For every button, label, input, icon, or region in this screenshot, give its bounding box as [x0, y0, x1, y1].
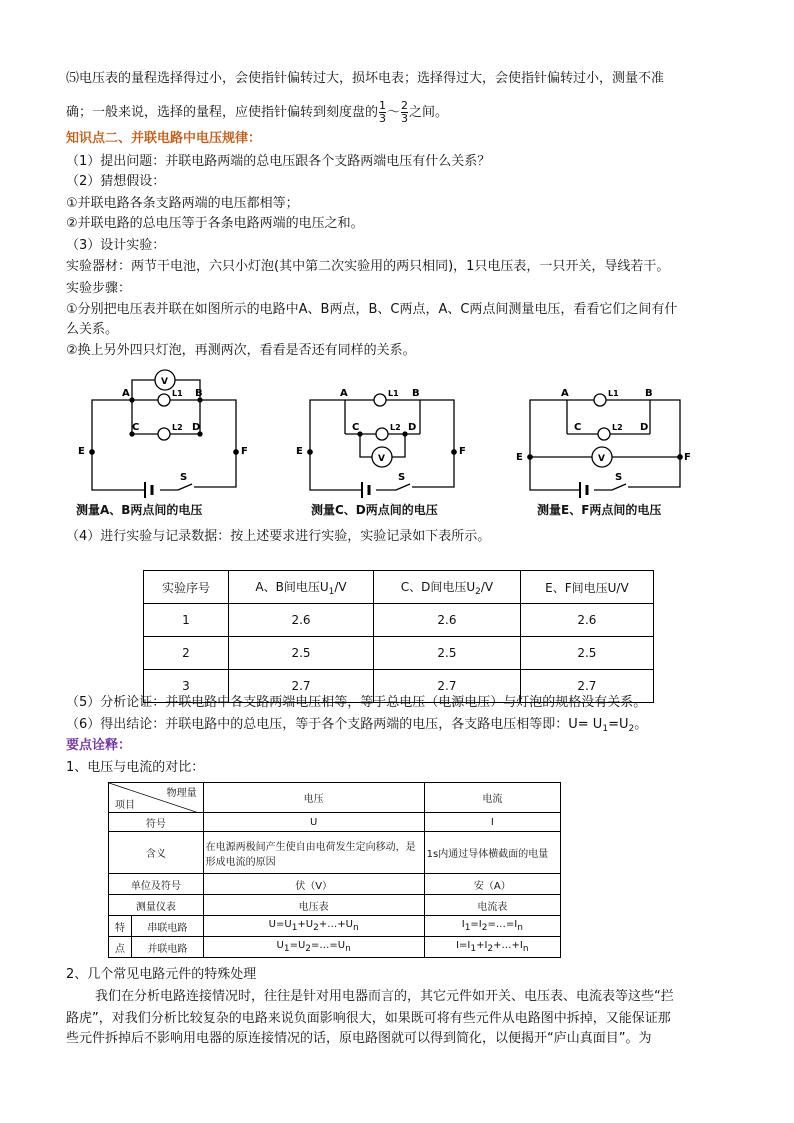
table-cell: 安（A）: [424, 874, 560, 895]
table-row: [109, 874, 561, 895]
step-conclusion: （6）得出结论：并联电路中的总电压，等于各个支路两端的电压，各支路电压相等即：$U= U_1=U_2$。: [66, 717, 648, 734]
table-header-cell: 电压: [203, 783, 424, 813]
label-d: D: [192, 422, 201, 433]
label-c: C: [352, 422, 360, 433]
label-a: A: [122, 388, 130, 399]
equipment: 实验器材：两节干电池，六只小灯泡(其中第二次实验用的两只相同)，1只电压表，一只开关，导线若干。: [66, 259, 670, 274]
table-cell: 1: [144, 604, 229, 637]
table-cell: 2.5: [520, 637, 653, 670]
procedure-heading: 实验步骤：: [66, 281, 132, 296]
table-cell: 2.7: [374, 670, 521, 703]
caption-ab: 测量A、B两点间的电压: [76, 503, 203, 517]
circuit-diagrams: [0, 362, 794, 502]
label-s: S: [398, 472, 406, 483]
lamp-icon: [158, 394, 170, 406]
label-e: E: [78, 446, 85, 457]
label-s: S: [615, 472, 623, 483]
table-cell: 2.7: [520, 670, 653, 703]
special-elements-heading: 2、几个常见电路元件的特殊处理: [66, 967, 257, 982]
lamp-icon: [374, 394, 386, 406]
procedure-2: ②换上另外四只灯泡，再测两次，看看是否还有同样的关系。: [66, 343, 416, 358]
step-design: （3）设计实验：: [66, 238, 166, 253]
label-v: V: [378, 454, 385, 464]
label-d: D: [408, 422, 417, 433]
label-l2: L2: [390, 423, 401, 432]
table-row: [144, 637, 654, 670]
line-range-fraction: [66, 100, 448, 125]
step-question: （1）提出问题：并联电路两端的总电压跟各个支路两端电压有什么关系？: [66, 154, 491, 169]
table-cell: U=U1+U2+…+Un: [203, 916, 424, 937]
label-s: S: [180, 472, 188, 483]
label-l1: L1: [388, 389, 399, 398]
table-cell: 符号: [109, 813, 204, 832]
table-header-row: [109, 783, 561, 813]
table-row: [144, 604, 654, 637]
table-cell: 含义: [109, 832, 204, 874]
table-cell: 测量仪表: [109, 895, 204, 916]
label-b: B: [412, 388, 420, 399]
table-cell: 2.6: [520, 604, 653, 637]
table-cell: I1=I2=…=In: [424, 916, 560, 937]
table-cell: 并联电路: [132, 937, 204, 958]
comparison-heading: 1、电压与电流的对比：: [66, 760, 205, 775]
step-analysis: （5）分析论证：并联电路中各支路两端电压相等，等于总电压（电源电压）与灯泡的规格没有关系。: [66, 695, 647, 710]
lamp-icon: [598, 428, 610, 440]
table-cell: I=I1+I2+…+In: [424, 937, 560, 958]
table-cell: 2.6: [374, 604, 521, 637]
label-l1: L1: [172, 389, 183, 398]
fraction-two-thirds: $\frac{2}{3}$: [401, 99, 409, 125]
label-f: F: [459, 446, 466, 457]
table-row: [109, 916, 561, 937]
voltage-current-table: [108, 782, 561, 958]
step-hypothesis: （2）猜想假设：: [66, 174, 166, 189]
label-c: C: [574, 422, 582, 433]
procedure-1-cont: 么关系。: [66, 322, 119, 337]
table-header-cell: C、D间电压$U_2/V$: [374, 571, 521, 604]
table-cell: I: [424, 813, 560, 832]
table-cell: 3: [144, 670, 229, 703]
table-header-row: [144, 571, 654, 604]
paragraph-line-2: 路虎”，对我们分析比较复杂的电路来说负面影响很大，如果既可将有些元件从电路图中拆掉，又能保证那: [66, 1011, 671, 1026]
lamp-icon: [158, 428, 170, 440]
paragraph-line-1: 我们在分析电路连接情况时，往往是针对用电器而言的，其它元件如开关、电压表、电流表等这些“拦: [95, 989, 674, 1004]
table-row: [109, 832, 561, 874]
table-corner-cell: 物理量 项目: [109, 783, 204, 813]
procedure-1: ①分别把电压表并联在如图所示的电路中A、B两点，B、C两点，A、C两点间测量电压，看看它们之间有什: [66, 302, 678, 317]
label-d: D: [640, 422, 649, 433]
table-header-cell: E、F间电压U/V: [520, 571, 653, 604]
lamp-icon: [376, 428, 388, 440]
label-f: F: [684, 452, 691, 463]
table-cell: 单位及符号: [109, 874, 204, 895]
section-heading-parallel-voltage: 知识点二、并联电路中电压规律：: [66, 131, 262, 146]
table-cell: 串联电路: [132, 916, 204, 937]
table-cell: 点: [109, 937, 132, 958]
table-row: [109, 895, 561, 916]
table-cell: 2.6: [229, 604, 374, 637]
label-l2: L2: [612, 423, 623, 432]
tilde: ～: [387, 105, 401, 120]
fraction-one-third: $\frac{1}{3}$: [379, 99, 387, 125]
label-a: A: [561, 388, 569, 399]
table-header-cell: 电流: [424, 783, 560, 813]
label-l2: L2: [172, 423, 183, 432]
range-text-end: 之间。: [409, 105, 449, 120]
range-text: 确；一般来说，选择的量程，应使指针偏转到刻度盘的: [66, 105, 379, 120]
line-voltmeter-range: ⑸电压表的量程选择得过小，会使指针偏转过大，损坏电表；选择得过大，会使指针偏转过小，测量不准: [66, 71, 665, 86]
table-header-cell: 实验序号: [144, 571, 229, 604]
table-cell: U: [203, 813, 424, 832]
caption-cd: 测量C、D两点间的电压: [311, 503, 438, 517]
table-cell: 2.5: [229, 637, 374, 670]
table-cell: 电流表: [424, 895, 560, 916]
step-experiment: （4）进行实验与记录数据：按上述要求进行实验，实验记录如下表所示。: [66, 529, 491, 544]
table-cell: 2: [144, 637, 229, 670]
label-l1: L1: [608, 389, 619, 398]
paragraph-line-3: 些元件拆掉后不影响用电器的原连接情况的话，原电路图就可以得到简化，以便揭开“庐山真面目”。为: [66, 1031, 652, 1046]
label-e: E: [516, 452, 523, 463]
section-heading-key-points: 要点诠释：: [66, 738, 132, 753]
table-cell: U1=U2=…=Un: [203, 937, 424, 958]
hypothesis-a: ①并联电路各条支路两端的电压都相等；: [66, 196, 299, 211]
table-cell: 在电源两极间产生使自由电荷发生定向移动，是形成电流的原因: [203, 832, 424, 874]
experiment-table: [143, 570, 654, 703]
table-row: [109, 813, 561, 832]
label-v: V: [161, 377, 168, 387]
table-cell: 特: [109, 916, 132, 937]
hypothesis-b: ②并联电路的总电压等于各条电路两端的电压之和。: [66, 216, 364, 231]
label-f: F: [241, 446, 248, 457]
label-a: A: [340, 388, 348, 399]
table-cell: 2.5: [374, 637, 521, 670]
label-e: E: [296, 446, 303, 457]
caption-ef: 测量E、F两点间的电压: [537, 503, 662, 517]
label-b: B: [195, 388, 203, 399]
label-b: B: [645, 388, 653, 399]
table-cell: 伏（V）: [203, 874, 424, 895]
table-cell: 2.7: [229, 670, 374, 703]
table-cell: 1s内通过导体横截面的电量: [424, 832, 560, 874]
label-v: V: [598, 454, 605, 464]
table-row: [109, 937, 561, 958]
table-header-cell: A、B间电压$U_1/V$: [229, 571, 374, 604]
label-c: C: [132, 422, 140, 433]
table-cell: 电压表: [203, 895, 424, 916]
lamp-icon: [594, 394, 606, 406]
